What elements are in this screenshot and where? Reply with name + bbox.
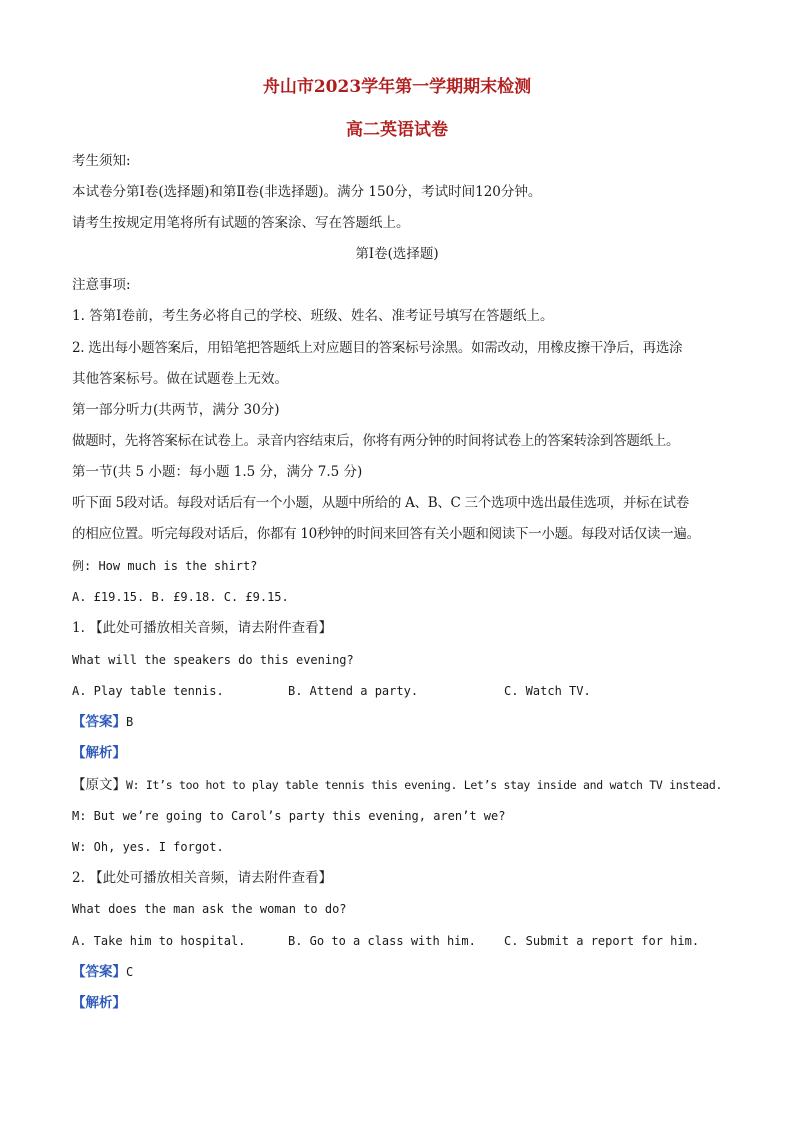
q1-question: What will the speakers do this evening? [72,653,354,667]
q1-option-a: A. Play table tennis. [72,684,224,698]
q1-transcript-line-3: W: Oh, yes. I forgot. [72,840,224,854]
q1-answer-label: 【答案】 [72,714,126,730]
q1-transcript-label: 【原文】 [72,777,126,793]
q2-title: 2. 【此处可播放相关音频，请去附件查看】 [72,870,333,886]
section-instruction-2: 的相应位置。听完每段对话后，你都有 10秒钟的时间来回答有关小题和阅读下一小题。每段对话仅读一遍。 [72,526,700,542]
q2-option-a: A. Take him to hospital. [72,934,246,948]
section-instruction-1: 听下面 5段对话。每段对话后有一个小题，从题中所给的 A、B、C 三个选项中选出最佳选项，并标在试卷 [72,495,689,511]
notice-line-1: 本试卷分第Ⅰ卷(选择题)和第Ⅱ卷(非选择题)。满分 150分，考试时间120分钟。 [72,184,542,200]
q2-analysis-label: 【解析】 [72,995,126,1011]
q1-option-c: C. Watch TV. [504,684,591,698]
q2-answer [72,963,133,981]
q1-option-b: B. Attend a party. [288,684,419,698]
q2-answer-value: C [126,965,134,979]
part-1-heading: 第一部分听力(共两节，满分 30分) [72,402,280,418]
q2-question: What does the man ask the woman to do? [72,902,347,916]
q2-answer-label: 【答案】 [72,964,126,980]
exam-title: 舟山市2023学年第一学期期末检测 [262,77,532,97]
q1-answer [72,713,133,731]
q1-title: 1. 【此处可播放相关音频，请去附件查看】 [72,620,333,636]
notes-heading: 注意事项: [72,277,131,293]
q1-answer-value: B [126,715,134,729]
q2-option-c: C. Submit a report for him. [504,934,700,948]
q1-transcript-line-2: M: But we’re going to Carol’s party this evening, aren’t we? [72,809,506,823]
note-1: 1. 答第Ⅰ卷前，考生务必将自己的学校、班级、姓名、准考证号填写在答题纸上。 [72,308,554,324]
q2-option-b: B. Go to a class with him. [288,934,476,948]
notice-line-2: 请考生按规定用笔将所有试题的答案涂、写在答题纸上。 [72,215,410,231]
note-2-line-2: 其他答案标号。做在试题卷上无效。 [72,371,288,387]
q1-transcript-text-1: W: It’s too hot to play table tennis this evening. Let’s stay inside and watch TV instead. [126,778,723,792]
exam-subtitle: 高二英语试卷 [346,120,448,140]
example-options: A. £19.15. B. £9.18. C. £9.15. [72,590,289,604]
section-heading: 第一节(共 5 小题：每小题 1.5 分，满分 7.5 分) [72,464,363,480]
note-2-line-1: 2. 选出每小题答案后，用铅笔把答题纸上对应题目的答案标号涂黑。如需改动，用橡皮擦干净后，再选涂 [72,340,683,356]
part-1-instruction: 做题时，先将答案标在试卷上。录音内容结束后，你将有两分钟的时间将试卷上的答案转涂到答题纸上。 [72,433,680,449]
notice-heading: 考生须知: [72,153,131,169]
section-1-heading: 第Ⅰ卷(选择题) [355,246,439,262]
example-question: 例: How much is the shirt? [72,559,258,573]
q1-transcript-line-1 [72,776,722,794]
q1-analysis-label: 【解析】 [72,745,126,761]
